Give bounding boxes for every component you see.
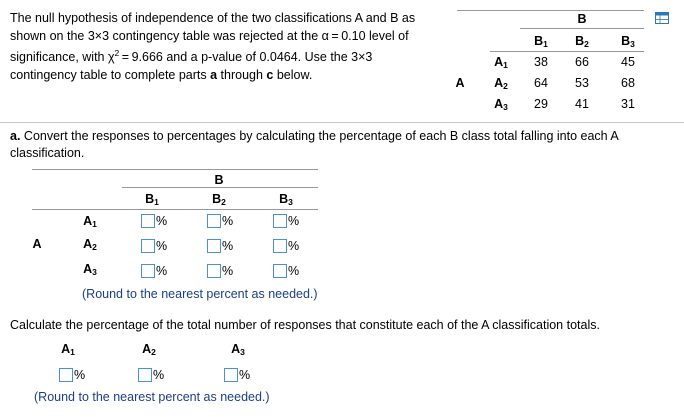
answer-input[interactable] xyxy=(207,239,221,253)
table-rule xyxy=(457,10,644,11)
table-rule xyxy=(122,187,318,188)
row-header: $A_1$ xyxy=(494,55,508,70)
part-a-instructions xyxy=(10,128,680,162)
col-header: $A_2$ xyxy=(142,342,156,357)
answer-input[interactable] xyxy=(141,264,155,278)
superscript: 2 xyxy=(114,48,120,58)
pct-input-a2-b1[interactable] xyxy=(141,239,167,253)
spreadsheet-icon[interactable] xyxy=(655,12,669,24)
row-group-header: A xyxy=(32,237,42,251)
col-header: $B_1$ xyxy=(534,34,548,49)
col-header: $A_1$ xyxy=(61,342,75,357)
pct-input-a1-b2[interactable] xyxy=(207,214,233,228)
percent-sign: % xyxy=(153,368,165,382)
table-cell: 41 xyxy=(575,97,589,111)
answer-input[interactable] xyxy=(141,239,155,253)
problem-line xyxy=(10,67,440,85)
col-header: $B_3$ xyxy=(621,34,635,49)
col-group-header: B xyxy=(214,173,224,187)
col-header: $B_1$ xyxy=(145,192,159,207)
answer-input[interactable] xyxy=(273,264,287,278)
problem-text: significance, with χ xyxy=(10,50,115,65)
col-header: $B_2$ xyxy=(575,34,589,49)
percent-sign: % xyxy=(156,264,168,278)
table-cell: 38 xyxy=(534,55,548,69)
table-cell: 66 xyxy=(575,55,589,69)
problem-text: through xyxy=(217,67,267,82)
percent-sign: % xyxy=(156,214,168,228)
percent-sign: % xyxy=(239,368,251,382)
table-cell: 53 xyxy=(575,76,589,90)
problem-line xyxy=(10,45,440,67)
pct-input-a2-total[interactable] xyxy=(138,368,164,382)
pct-input-a1-b3[interactable] xyxy=(273,214,299,228)
answer-input[interactable] xyxy=(224,368,238,382)
pct-input-a2-b2[interactable] xyxy=(207,239,233,253)
answer-input[interactable] xyxy=(273,214,287,228)
part-a-line: classification. xyxy=(10,146,85,160)
rounding-note: (Round to the nearest percent as needed.) xyxy=(82,287,318,301)
row-header: $A_2$ xyxy=(494,76,508,91)
table-cell: 31 xyxy=(621,97,635,111)
col-header: $B_2$ xyxy=(212,192,226,207)
problem-text: = 9.666 and a p-value of 0.0464. Use the 3×3 xyxy=(119,50,373,65)
answer-input[interactable] xyxy=(207,214,221,228)
row-header: $A_2$ xyxy=(83,237,97,252)
percent-sign: % xyxy=(288,239,300,253)
row-header: $A_3$ xyxy=(83,262,97,277)
section-divider xyxy=(0,122,684,123)
part-text: Convert the responses to percentages by calculating the percentage of each B class total falling into each A xyxy=(20,129,619,143)
problem-text: below. xyxy=(273,67,313,82)
answer-input[interactable] xyxy=(59,368,73,382)
table-cell: 29 xyxy=(534,97,548,111)
row-group-header: A xyxy=(455,76,465,90)
table-cell: 64 xyxy=(534,76,548,90)
pct-input-a3-b3[interactable] xyxy=(273,264,299,278)
answer-input[interactable] xyxy=(273,239,287,253)
pct-input-a2-b3[interactable] xyxy=(273,239,299,253)
problem-line: shown on the 3×3 contingency table was rejected at the α = 0.10 level of xyxy=(10,28,409,43)
problem-line: The null hypothesis of independence of the two classifications A and B as xyxy=(10,11,416,25)
part-label: a. xyxy=(10,129,21,143)
pct-input-a1-total[interactable] xyxy=(59,368,85,382)
part-ref: a xyxy=(210,67,218,82)
pct-input-a3-total[interactable] xyxy=(224,368,250,382)
table-rule xyxy=(32,209,318,210)
percent-sign: % xyxy=(222,214,234,228)
percent-sign: % xyxy=(288,214,300,228)
col-header: $A_3$ xyxy=(231,342,245,357)
table-rule xyxy=(490,51,644,52)
percent-sign: % xyxy=(222,239,234,253)
table-rule xyxy=(520,28,644,29)
part-ref: c xyxy=(266,67,274,82)
row-pct-question: Calculate the percentage of the total number of responses that constitute each of the A classification totals. xyxy=(10,318,600,332)
percent-sign: % xyxy=(156,239,168,253)
pct-input-a3-b1[interactable] xyxy=(141,264,167,278)
answer-input[interactable] xyxy=(207,264,221,278)
answer-input[interactable] xyxy=(138,368,152,382)
rounding-note: (Round to the nearest percent as needed.) xyxy=(34,390,270,404)
col-group-header: B xyxy=(577,12,587,26)
table-rule xyxy=(32,169,318,170)
answer-input[interactable] xyxy=(141,214,155,228)
percent-sign: % xyxy=(288,264,300,278)
problem-statement xyxy=(10,10,440,84)
part-a-line xyxy=(10,128,680,145)
pct-input-a1-b1[interactable] xyxy=(141,214,167,228)
col-header: $B_3$ xyxy=(279,192,293,207)
pct-input-a3-b2[interactable] xyxy=(207,264,233,278)
percent-sign: % xyxy=(74,368,86,382)
row-header: $A_1$ xyxy=(83,214,97,229)
table-cell: 68 xyxy=(621,76,635,90)
row-header: $A_3$ xyxy=(494,97,508,112)
percent-sign: % xyxy=(222,264,234,278)
table-cell: 45 xyxy=(621,55,635,69)
problem-text: contingency table to complete parts xyxy=(10,67,211,82)
